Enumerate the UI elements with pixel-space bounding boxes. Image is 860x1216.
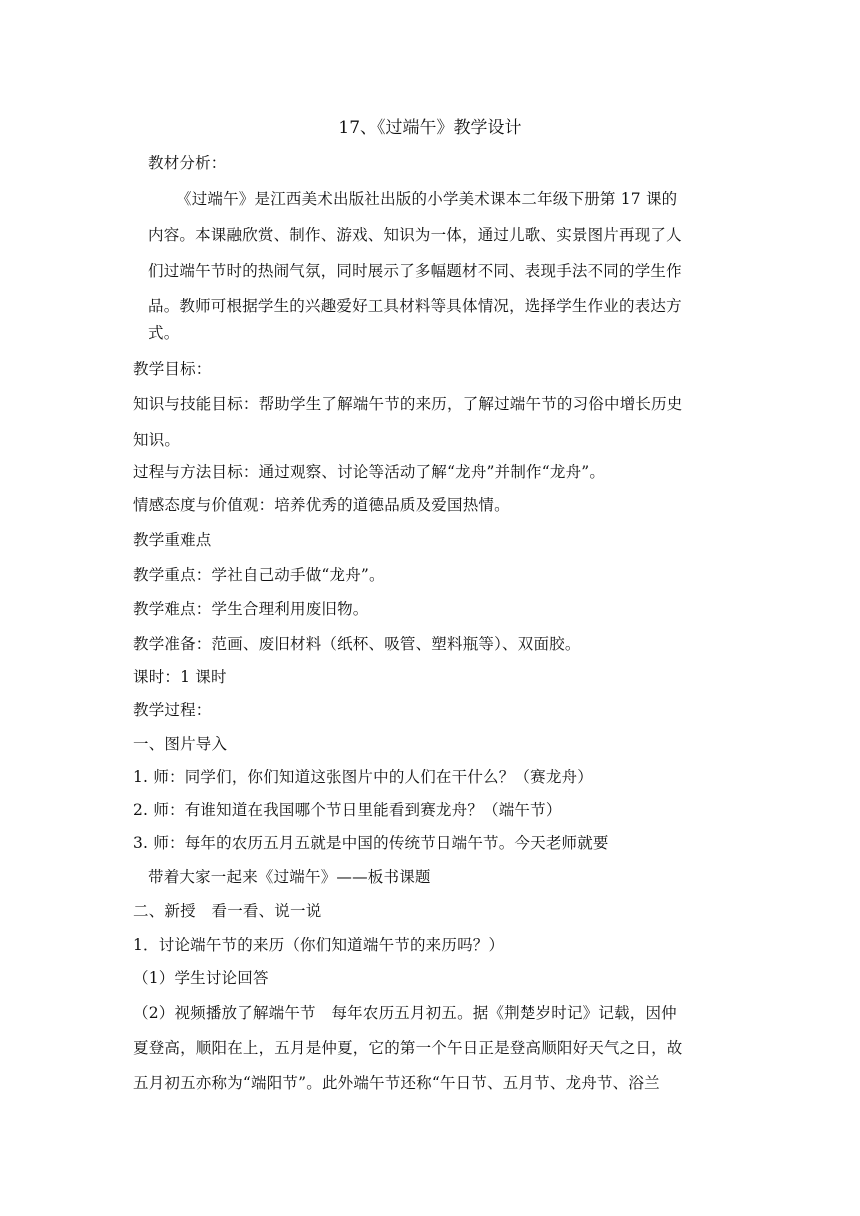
- paragraph-line: 们过端午节时的热闹气氛，同时展示了多幅题材不同、表现手法不同的学生作: [148, 262, 682, 280]
- paragraph-line: 1．讨论端午节的来历（你们知道端午节的来历吗？）: [133, 936, 505, 954]
- paragraph-line: 品。教师可根据学生的兴趣爱好工具材料等具体情况，选择学生作业的表达方: [148, 297, 682, 315]
- paragraph-line: 式。: [148, 324, 180, 342]
- paragraph-line: 内容。本课融欣赏、制作、游戏、知识为一体，通过儿歌、实景图片再现了人: [148, 226, 682, 244]
- paragraph-line: 课时：1 课时: [133, 668, 227, 686]
- paragraph-line: 知识与技能目标：帮助学生了解端午节的来历，了解过端午节的习俗中增长历史: [133, 395, 683, 413]
- paragraph-line: 1. 师：同学们，你们知道这张图片中的人们在干什么？（赛龙舟）: [133, 768, 593, 786]
- section-heading-teaching-process: 教学过程：: [133, 701, 212, 719]
- paragraph-line: 教学难点：学生合理利用废旧物。: [133, 600, 369, 618]
- section-heading-material-analysis: 教材分析：: [148, 154, 227, 172]
- paragraph-line: 情感态度与价值观：培养优秀的道德品质及爱国热情。: [133, 496, 510, 514]
- paragraph-line: 五月初五亦称为“端阳节”。此外端午节还称“午日节、五月节、龙舟节、浴兰: [133, 1074, 660, 1092]
- paragraph-line: 过程与方法目标：通过观察、讨论等活动了解“龙舟”并制作“龙舟”。: [133, 463, 606, 481]
- paragraph-line: 《过端午》是江西美术出版社出版的小学美术课本二年级下册第 17 课的: [176, 190, 678, 208]
- document-title: 17、《过端午》教学设计: [338, 118, 522, 138]
- paragraph-line: 夏登高，顺阳在上，五月是仲夏，它的第一个午日正是登高顺阳好天气之日，故: [133, 1039, 683, 1057]
- paragraph-line: 教学准备：范画、废旧材料（纸杯、吸管、塑料瓶等）、双面胶。: [133, 635, 581, 653]
- section-heading-teaching-goals: 教学目标：: [133, 360, 212, 378]
- paragraph-line: 一、图片导入: [133, 735, 228, 753]
- section-heading-key-difficulties: 教学重难点: [133, 531, 212, 549]
- paragraph-line: 教学重点：学社自己动手做“龙舟”。: [133, 566, 385, 584]
- paragraph-line: 2. 师：有谁知道在我国哪个节日里能看到赛龙舟？（端午节）: [133, 801, 562, 819]
- paragraph-line: 二、新授 看一看、说一说: [133, 902, 322, 920]
- paragraph-line: 3. 师：每年的农历五月五就是中国的传统节日端午节。今天老师就要: [133, 834, 609, 852]
- paragraph-line: 带着大家一起来《过端午》——板书课题: [148, 868, 431, 886]
- paragraph-line: （1）学生讨论回答: [133, 969, 269, 987]
- paragraph-line: 知识。: [133, 431, 181, 449]
- paragraph-line: （2）视频播放了解端午节 每年农历五月初五。据《荆楚岁时记》记载，因仲: [133, 1004, 677, 1022]
